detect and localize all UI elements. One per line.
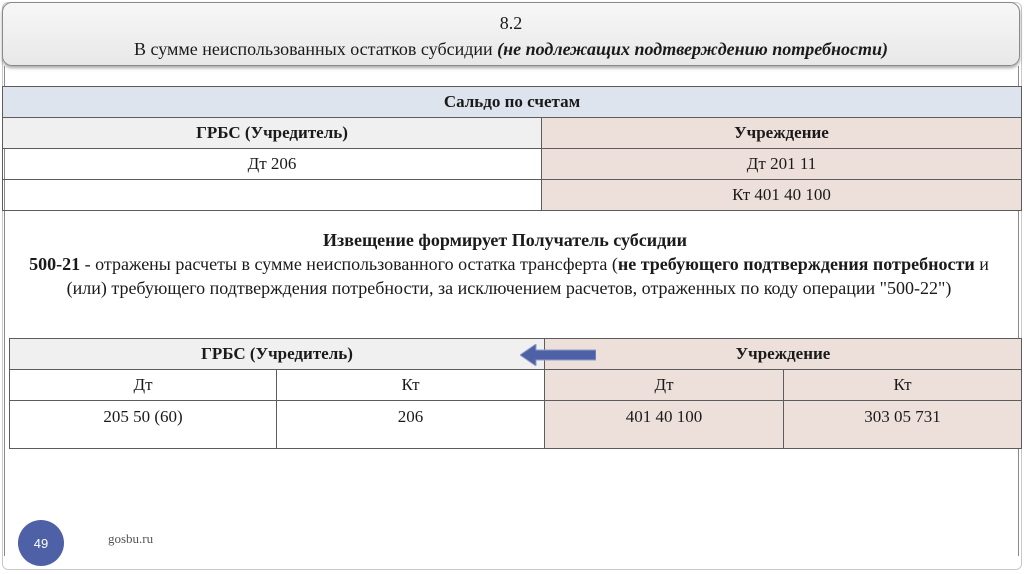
- notice-heading: Извещение формирует Получатель субсидии: [323, 230, 687, 250]
- section-number: 8.2: [499, 13, 523, 33]
- slide-header: [2, 2, 1020, 66]
- saldo-col-grbs: ГРБС (Учредитель): [3, 118, 542, 149]
- table-row: [10, 401, 1022, 449]
- notice-body: 500-21 - отражены расчеты в сумме неиспользованного остатка трансферта (не требующего подтверждения потребности и (или) требующего подтверждения потребности, за исключением расчетов, отраженных по коду операции "500-22"): [29, 254, 989, 298]
- ops-subheader: Дт: [545, 370, 784, 401]
- ops-subheader: Дт: [10, 370, 277, 401]
- ops-header-grbs: ГРБС (Учредитель): [10, 339, 545, 370]
- saldo-table: [2, 86, 1022, 211]
- table-row: [3, 180, 1022, 211]
- operation-code: 500-21: [29, 254, 81, 274]
- saldo-cell-left: Дт 206: [3, 149, 542, 180]
- table-row: [3, 149, 1022, 180]
- operations-table: [9, 338, 1022, 449]
- ops-value: 303 05 731: [784, 401, 1022, 449]
- saldo-cell-right: Кт 401 40 100: [542, 180, 1022, 211]
- ops-subheader: Кт: [784, 370, 1022, 401]
- saldo-col-institution: Учреждение: [542, 118, 1022, 149]
- saldo-table-title: Сальдо по счетам: [3, 87, 1022, 118]
- left-arrow-icon: [520, 344, 596, 366]
- ops-header-institution: Учреждение: [545, 339, 1022, 370]
- saldo-cell-right: Дт 201 11: [542, 149, 1022, 180]
- ops-value: 401 40 100: [545, 401, 784, 449]
- ops-value: 205 50 (60): [10, 401, 277, 449]
- ops-subheader: Кт: [277, 370, 545, 401]
- ops-value: 206: [277, 401, 545, 449]
- footer-site: gosbu.ru: [108, 531, 154, 546]
- page-number-badge: 49: [18, 520, 64, 566]
- saldo-cell-left: [3, 180, 542, 211]
- slide-title: В сумме неиспользованных остатков субсидии (не подлежащих подтверждению потребности): [133, 39, 889, 59]
